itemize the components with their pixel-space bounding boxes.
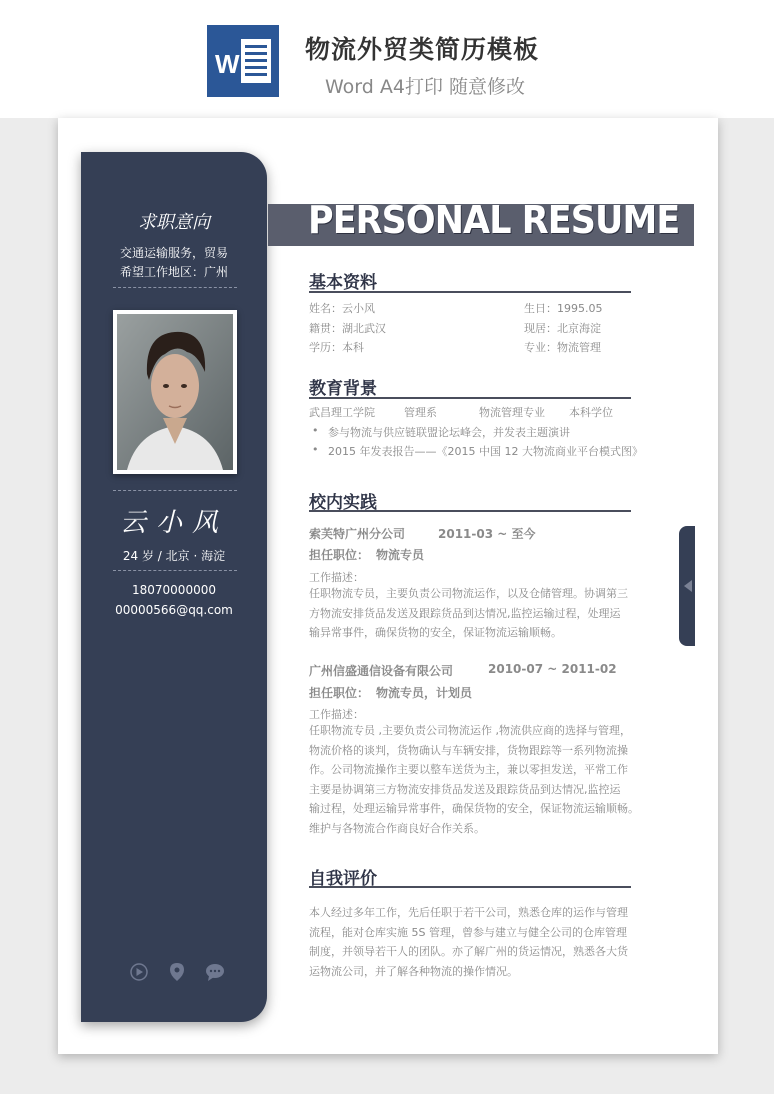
job-desc-line: 方物流安排货品发送及跟踪货品到达情况,监控运输过程，处理运 xyxy=(309,606,621,620)
profile-info: 24 岁 / 北京 · 海淀 xyxy=(122,549,226,563)
chevron-left-icon[interactable] xyxy=(684,580,692,592)
profile-name: 云小风 xyxy=(119,508,228,538)
self-desc-line: 制度，并领导若干人的团队。亦了解广州的货运情况，熟悉各大货 xyxy=(309,945,628,958)
resume-page xyxy=(58,118,718,1054)
page-header xyxy=(0,0,774,118)
job-description xyxy=(309,721,641,838)
resume-banner-title: PERSONAL RESUME xyxy=(308,198,680,242)
job-description xyxy=(309,584,641,643)
edu-school: 武昌理工学院 xyxy=(309,406,375,419)
basic-major: 专业：物流管理 xyxy=(524,341,601,354)
resume-sidebar xyxy=(81,152,267,1022)
job-company: 索芙特广州分公司 xyxy=(309,527,406,541)
job-desc-line: 任职物流专员 ,主要负责公司物流运作 ,物流供应商的选择与管理， xyxy=(309,724,631,737)
basic-name: 姓名：云小风 xyxy=(309,302,375,315)
job-desc-label: 工作描述： xyxy=(309,571,364,584)
job-position-label: 担任职位： xyxy=(309,548,370,562)
edu-degree: 本科学位 xyxy=(569,406,613,419)
location-icon[interactable] xyxy=(170,963,184,981)
section-underline xyxy=(309,510,631,512)
basic-education: 学历：本科 xyxy=(309,341,364,354)
job-company: 广州信盛通信设备有限公司 xyxy=(309,664,454,678)
job-position: 物流专员 xyxy=(376,548,425,562)
word-document-icon xyxy=(207,25,279,97)
section-title-education: 教育背景 xyxy=(309,379,377,399)
job-desc-line: 主要是协调第三方物流安排货品发送及跟踪货品到达情况,监控运 xyxy=(309,782,621,796)
profile-email: 00000566@qq.com xyxy=(115,603,233,617)
self-desc-line: 运物流公司，并了解各种物流的操作情况。 xyxy=(309,964,518,978)
edu-achievement: 2015 年发表报告——《2015 中国 12 大物流商业平台模式图》 xyxy=(328,445,643,458)
profile-phone: 18070000000 xyxy=(132,583,216,597)
divider xyxy=(113,287,237,288)
chat-icon[interactable] xyxy=(206,964,224,981)
job-desc-label: 工作描述： xyxy=(309,708,364,721)
job-period: 2011-03 ~ 至今 xyxy=(438,527,536,541)
job-desc-line: 输异常事件，确保货物的安全，保证物流运输顺畅。 xyxy=(309,626,562,639)
divider xyxy=(113,490,237,491)
section-underline xyxy=(309,886,631,888)
job-intent-line: 交通运输服务，贸易 xyxy=(119,246,228,260)
basic-birthday: 生日：1995.05 xyxy=(524,302,603,315)
page-title: 物流外贸类简历模板 xyxy=(305,35,540,64)
play-icon[interactable] xyxy=(131,964,147,980)
self-desc-line: 本人经过多年工作，先后任职于若干公司，熟悉仓库的运作与管理 xyxy=(309,906,628,919)
bullet-dot: • xyxy=(312,424,319,437)
page-subtitle: Word A4打印 随意修改 xyxy=(325,76,526,98)
section-underline xyxy=(309,397,631,399)
section-title-practice: 校内实践 xyxy=(309,493,377,513)
edu-major: 物流管理专业 xyxy=(479,406,545,419)
basic-origin: 籍贯：湖北武汉 xyxy=(309,322,386,335)
social-icons xyxy=(129,960,229,984)
job-position: 物流专员，计划员 xyxy=(376,686,473,700)
job-desc-line: 输过程，处理运输异常事件，确保货物的安全，保证物流运输顺畅。 xyxy=(309,802,639,815)
job-desc-line: 物流价格的谈判，货物确认与车辆安排，货物跟踪等一系列物流操 xyxy=(309,743,628,757)
job-desc-line: 作。公司物流操作主要以整车送货为主，兼以零担发送，平常工作 xyxy=(309,763,628,776)
bullet-dot: • xyxy=(312,443,319,456)
section-title-self: 自我评价 xyxy=(309,869,377,889)
profile-photo xyxy=(113,310,237,474)
divider xyxy=(113,570,237,571)
word-icon-letter: W xyxy=(215,49,240,79)
edu-achievement: 参与物流与供应链联盟论坛峰会，并发表主题演讲 xyxy=(328,426,570,439)
self-desc-line: 流程，能对仓库实施 5S 管理，曾参与建立与健全公司的仓库管理 xyxy=(309,925,627,939)
job-intent-title: 求职意向 xyxy=(138,212,210,233)
job-intent-region: 希望工作地区：广州 xyxy=(119,265,228,279)
edu-department: 管理系 xyxy=(404,406,437,419)
job-position-label: 担任职位： xyxy=(309,686,370,700)
basic-residence: 现居：北京海淀 xyxy=(524,322,601,335)
section-underline xyxy=(309,291,631,293)
job-period: 2010-07 ~ 2011-02 xyxy=(488,662,617,676)
job-desc-line: 维护与各物流合作商良好合作关系。 xyxy=(309,821,485,835)
job-desc-line: 任职物流专员，主要负责公司物流运作，以及仓储管理。协调第三 xyxy=(309,587,628,600)
section-title-basic: 基本资料 xyxy=(309,273,377,293)
self-evaluation xyxy=(309,903,641,981)
